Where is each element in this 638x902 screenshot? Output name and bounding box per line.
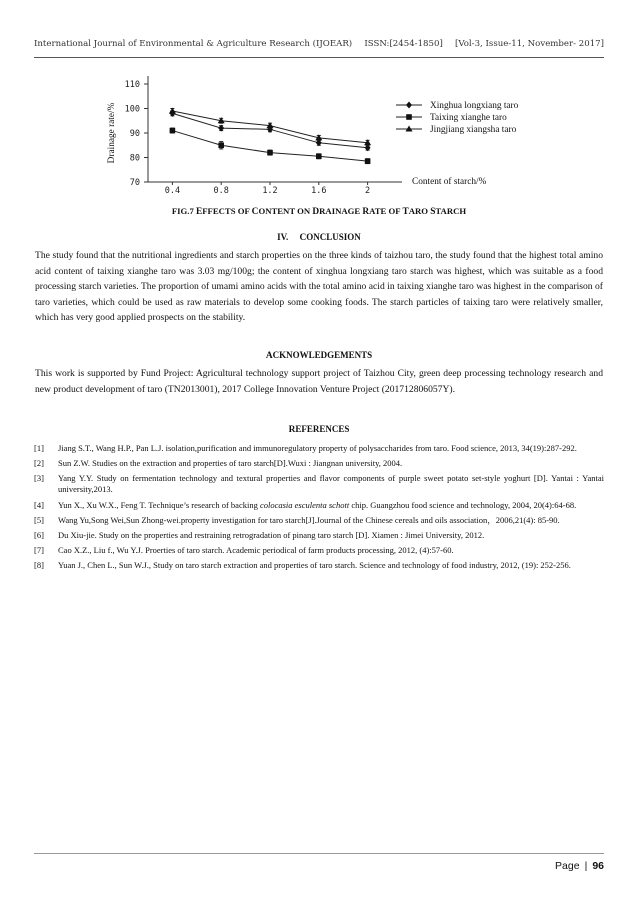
- caption-word-initial: S: [430, 207, 436, 217]
- page-label: Page: [555, 860, 580, 872]
- caption-word-initial: R: [362, 207, 370, 217]
- x-tick-label: 2: [365, 186, 371, 196]
- reference-item: [34, 443, 604, 454]
- legend-label: Xinghua longxiang taro: [430, 101, 519, 111]
- volume-issue: [Vol-3, Issue-11, November- 2017]: [454, 39, 604, 49]
- reference-text: Cao X.Z., Liu f., Wu Y.J. Proerties of taro starch. Academic periodical of farm products processing, 2012, (4):57-60.: [58, 544, 454, 555]
- data-point: [267, 150, 273, 156]
- reference-list: [34, 443, 604, 575]
- x-tick-label: 0.4: [164, 186, 181, 196]
- reference-item: [34, 545, 604, 556]
- legend-marker: [406, 114, 412, 120]
- drainage-rate-chart: [80, 66, 540, 196]
- conclusion-title-initial: C: [299, 233, 307, 243]
- conclusion-title-rest: ONCLUSION: [306, 232, 361, 242]
- caption-word-rest: ONTENT ON: [258, 206, 313, 216]
- page-separator: |: [584, 860, 588, 872]
- acknowledgements-heading: [0, 350, 638, 361]
- reference-text: Wang Yu,Song Wei,Sun Zhong-wei.property investigation for taro starch[J].Journal of the Chinese cereals and oils association，2006,21(4): 85-90.: [58, 514, 560, 525]
- data-point: [169, 107, 176, 113]
- acknowledgements-title-rest: CKNOWLEDGEMENTS: [272, 350, 373, 360]
- references-title-initial: R: [288, 425, 296, 435]
- caption-word-rest: ARO: [408, 206, 431, 216]
- y-axis-label: Drainage rate/%: [107, 102, 117, 164]
- reference-text: Sun Z.W. Studies on the extraction and properties of taro starch[D].Wuxi : Jiangnan university, 2004.: [58, 458, 403, 469]
- y-tick-label: 90: [129, 129, 140, 139]
- reference-number: [1]: [34, 443, 44, 453]
- data-point: [316, 153, 322, 159]
- references-heading: [0, 424, 638, 435]
- conclusion-paragraph: The study found that the nutritional ingredients and starch properties on the three kinds of taizhou taro, the study found that the highest total amino acid content of taixing xianghe taro was 3.03 mg/100g; the content of xinghua longxiang taro starch was highest, which was suitable as a food processing starch varieties. The proportion of umami amino acids with the total amino acid in taixing xianghe taro was highest in the comparison of taro varieties, which could be used as raw materials to develop some cooking foods. The starch particles of taixing taro were relatively smaller, which has very good applied prospects on the stability.: [35, 250, 603, 324]
- issn: ISSN:[2454-1850]: [364, 39, 443, 49]
- y-tick-label: 80: [129, 153, 140, 164]
- y-tick-label: 110: [124, 80, 140, 90]
- reference-item: [34, 458, 604, 469]
- legend-label: Jingjiang xiangsha taro: [430, 125, 517, 135]
- caption-word-rest: FFECTS OF: [202, 206, 252, 216]
- reference-text-end: chip. Guangzhou food science and technology, 2004, 20(4):64-68.: [349, 499, 577, 510]
- reference-number: [5]: [34, 514, 44, 525]
- page-number-value: 96: [592, 860, 604, 872]
- reference-number: [2]: [34, 458, 44, 469]
- reference-text-start: Yun X., Xu W.X., Feng T. Technique’s research of backing: [58, 499, 260, 510]
- reference-item: [34, 530, 604, 541]
- legend-marker: [406, 102, 412, 109]
- running-header: [34, 39, 604, 49]
- caption-word-initial: C: [251, 207, 259, 217]
- y-tick-label: 100: [124, 104, 140, 115]
- reference-item: [34, 560, 604, 571]
- caption-title: [196, 206, 466, 216]
- reference-text: Jiang S.T., Wang H.P., Pan L.J. isolation,purification and immunoregulatory property of polysaccharides from taro. Food science, 2013, 34(19):287-292.: [58, 443, 577, 453]
- footer-divider: [34, 853, 604, 854]
- reference-number: [6]: [34, 529, 44, 540]
- caption-word-rest: ATE OF: [369, 206, 403, 216]
- reference-number: [7]: [34, 544, 44, 555]
- x-tick-label: 0.8: [213, 186, 229, 196]
- references-title-rest: EFERENCES: [295, 424, 350, 434]
- x-tick-label: 1.2: [262, 186, 278, 196]
- reference-item: [34, 515, 604, 526]
- conclusion-heading: [0, 232, 638, 243]
- page-number: [555, 860, 604, 872]
- reference-text: Yang Y.Y. Study on fermentation technology and textural properties and flavor components of purple sweet potato set-style yoghurt [D]. Yantai : Yantai university,2013.: [58, 473, 604, 495]
- data-point: [170, 128, 176, 134]
- x-tick-label: 1.6: [311, 186, 327, 196]
- conclusion-numeral: IV.: [277, 232, 289, 242]
- y-tick-label: 70: [129, 178, 140, 188]
- reference-italic-term: colocasia esculenta schott: [259, 499, 350, 510]
- data-point: [365, 158, 371, 164]
- caption-word-initial: D: [312, 207, 320, 217]
- reference-text: Du Xiu-jie. Study on the properties and restraining retrogradation of pinang taro starch [D]. Xiamen : Jimei University, 2012.: [58, 529, 485, 540]
- data-point: [218, 125, 224, 132]
- caption-prefix: FIG.7: [171, 206, 196, 216]
- acknowledgements-title-initial: A: [265, 351, 273, 361]
- reference-item: [34, 500, 604, 511]
- reference-number: [4]: [34, 499, 44, 510]
- x-axis-label: Content of starch/%: [412, 177, 487, 187]
- header-divider: [34, 57, 604, 58]
- reference-number: [3]: [34, 473, 44, 484]
- reference-number: [8]: [34, 559, 44, 570]
- figure-caption: [0, 206, 638, 217]
- legend-label: Taixing xianghe taro: [430, 113, 507, 123]
- caption-word-initial: T: [402, 207, 409, 217]
- reference-item: [34, 473, 604, 496]
- caption-word-rest: TARCH: [435, 206, 467, 216]
- reference-text: [58, 500, 604, 511]
- journal-name: International Journal of Environmental & Agriculture Research (IJOEAR): [34, 39, 353, 49]
- caption-word-rest: RAINAGE: [319, 206, 363, 216]
- acknowledgements-paragraph: This work is supported by Fund Project: Agricultural technology support project of Taizhou City, green deep processing technology research and new product development of taro (TN2013001), 2017 College Innovation Venture Project (201712806057Y).: [35, 368, 603, 395]
- caption-word-initial: E: [195, 207, 203, 217]
- data-point: [218, 142, 224, 148]
- series-line: [172, 131, 367, 162]
- reference-text: Yuan J., Chen L., Sun W.J., Study on taro starch extraction and properties of taro starch. Science and technology of food industry, 2012, (19): 252-256.: [58, 559, 571, 570]
